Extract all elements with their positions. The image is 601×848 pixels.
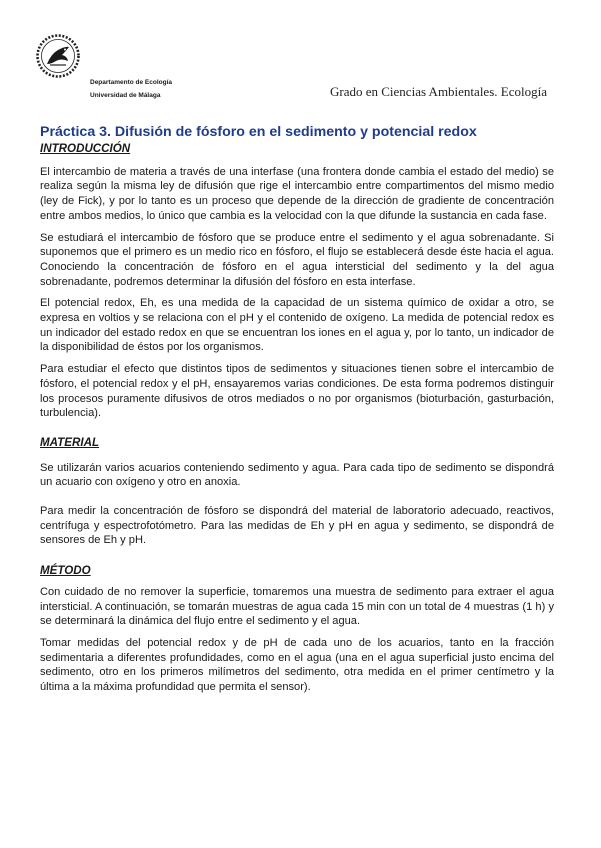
- section-heading-intro: INTRODUCCIÓN: [40, 142, 131, 155]
- department-block: [90, 76, 172, 102]
- metodo-paragraph-2: Tomar medidas del potencial redox y de pH de cada uno de los acuarios, tanto en la fracción sedimentaria a diferentes profundidades, como en el agua (una en el agua superficial justo encima del sedimento, otro en los primeros milímetros del sedimento, otra medida en el primer centímetro y la última a la máxima profundidad que permita el sensor).: [40, 636, 554, 694]
- section-heading-metodo: MÉTODO: [40, 564, 91, 578]
- department-name: Departamento de Ecología: [90, 79, 172, 86]
- page-title: Práctica 3. Difusión de fósforo en el sedimento y potencial redox: [40, 124, 477, 140]
- intro-paragraph-2: Se estudiará el intercambio de fósforo que se produce entre el sedimento y el agua sobrenadante. Si suponemos que el primero es un medio rico en fósforo, el flujo se establecerá desde éste hacia el agua. Conociendo la concentración de fósforo en el agua intersticial del sedimento y la del agua sobrenadante, podremos determinar la difusión del fósforo en esta interfase.: [40, 231, 554, 288]
- university-name: Universidad de Málaga: [90, 92, 161, 99]
- section-heading-material: MATERIAL: [40, 435, 100, 449]
- document-body: [40, 142, 554, 695]
- material-paragraph-1: Se utilizarán varios acuarios conteniendo sedimento y agua. Para cada tipo de sedimento se dispondrá un acuario con oxígeno y otro en anoxia.: [40, 461, 554, 489]
- university-seal-logo: [36, 34, 80, 78]
- course-title: Grado en Ciencias Ambientales. Ecología: [330, 84, 547, 99]
- intro-paragraph-4: Para estudiar el efecto que distintos tipos de sedimentos y situaciones tienen sobre el intercambio de fósforo, el potencial redox y el pH, ensayaremos varias condiciones. De esta forma podremos distinguir los procesos puramente difusivos de otros mediados o no por organismos (bioturbación, gasturbación, turbulencia).: [40, 363, 554, 420]
- metodo-paragraph-1: Con cuidado de no remover la superficie, tomaremos una muestra de sedimento para extraer el agua intersticial. A continuación, se tomarán muestras de agua cada 15 min con un total de 4 muestras (1 h) y se determinará la dinámica del flujo entre el sedimento y el agua.: [40, 585, 554, 628]
- intro-paragraph-3: El potencial redox, Eh, es una medida de la capacidad de un sistema químico de oxidar a otro, se expresa en voltios y se relaciona con el pH y el contenido de oxígeno. La medida de potencial redox es un indicador del estado redox en que se encuentran los iones en el agua y, por lo tanto, un indicador de la disponibilidad de éstos por los organismos.: [40, 297, 554, 354]
- intro-paragraph-1: El intercambio de materia a través de una interfase (una frontera donde cambia el estado del medio) se realiza según la misma ley de difusión que rige el intercambio entre compartimentos del mismo medio (ley de Fick), y por lo tanto es un proceso que depende de la dirección de gradiente de concentración entre ambos medios, lo único que cambia es la velocidad con la que difunde la sustancia en cada fase.: [40, 165, 554, 222]
- material-paragraph-2: Para medir la concentración de fósforo se dispondrá del material de laboratorio adecuado, reactivos, centrífuga y espectrofotómetro. Para las medidas de Eh y pH en agua y sedimento, se dispondrá de sensores de Eh y pH.: [40, 505, 554, 547]
